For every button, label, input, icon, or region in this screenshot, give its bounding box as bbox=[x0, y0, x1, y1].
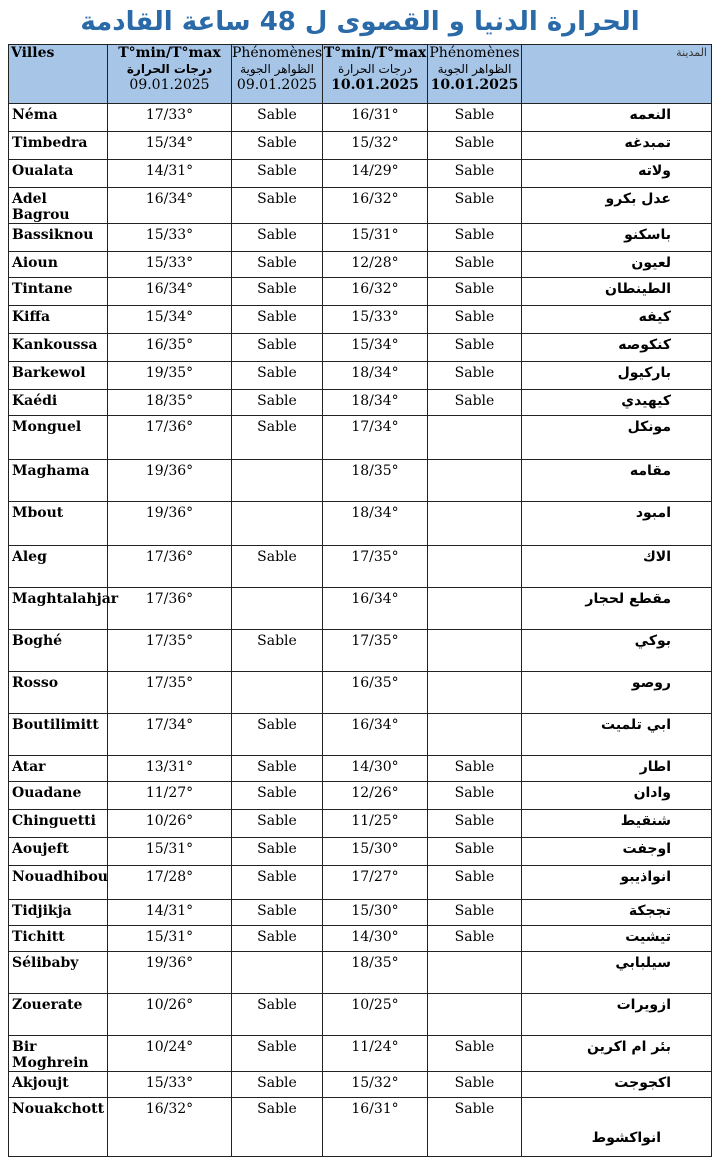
temp-day1-cell: 14/31° bbox=[108, 160, 232, 188]
table-row bbox=[9, 278, 712, 306]
city-name-cell: Maghama bbox=[9, 460, 108, 502]
phenomenon-day1-cell: Sable bbox=[232, 1098, 323, 1157]
city-name-cell: Kaédi bbox=[9, 390, 108, 416]
phenomenon-day1-cell: Sable bbox=[232, 926, 323, 952]
city-name-cell: Bir Moghrein bbox=[9, 1036, 108, 1072]
phenomenon-day1-cell: Sable bbox=[232, 362, 323, 390]
phenomenon-day2-cell: Sable bbox=[428, 334, 522, 362]
table-row bbox=[9, 810, 712, 838]
temp-day1-cell: 17/35° bbox=[108, 672, 232, 714]
city-name-ar-cell: اكجوجت bbox=[522, 1072, 712, 1098]
phenomenon-day1-cell: Sable bbox=[232, 104, 323, 132]
forecast-table bbox=[8, 44, 712, 1157]
table-row bbox=[9, 362, 712, 390]
temp-day1-cell: 18/35° bbox=[108, 390, 232, 416]
phenomenon-day2-cell: Sable bbox=[428, 188, 522, 224]
temp-day1-cell: 14/31° bbox=[108, 900, 232, 926]
phenomenon-day1-cell bbox=[232, 588, 323, 630]
table-row bbox=[9, 838, 712, 866]
header-phen-day2-fr: Phénomènes bbox=[429, 45, 520, 61]
phenomenon-day2-cell: Sable bbox=[428, 278, 522, 306]
temp-day1-cell: 19/36° bbox=[108, 502, 232, 546]
temp-day2-cell: 16/34° bbox=[323, 588, 428, 630]
temp-day2-cell: 18/35° bbox=[323, 460, 428, 502]
temp-day2-cell: 16/35° bbox=[323, 672, 428, 714]
phenomenon-day1-cell: Sable bbox=[232, 994, 323, 1036]
city-name-cell: Aioun bbox=[9, 252, 108, 278]
phenomenon-day2-cell: Sable bbox=[428, 782, 522, 810]
table-row bbox=[9, 672, 712, 714]
city-name-cell: Mbout bbox=[9, 502, 108, 546]
phenomenon-day2-cell bbox=[428, 994, 522, 1036]
city-name-cell: Néma bbox=[9, 104, 108, 132]
phenomenon-day1-cell: Sable bbox=[232, 782, 323, 810]
city-name-cell: Tidjikja bbox=[9, 900, 108, 926]
phenomenon-day1-cell: Sable bbox=[232, 714, 323, 756]
phenomenon-day2-cell bbox=[428, 714, 522, 756]
city-name-ar-cell: لعيون bbox=[522, 252, 712, 278]
header-temp-day2-date: 10.01.2025 bbox=[331, 77, 419, 93]
phenomenon-day1-cell: Sable bbox=[232, 810, 323, 838]
phenomenon-day2-cell: Sable bbox=[428, 132, 522, 160]
phenomenon-day1-cell: Sable bbox=[232, 390, 323, 416]
city-name-ar-cell: مونكل bbox=[522, 416, 712, 460]
city-name-cell: Atar bbox=[9, 756, 108, 782]
header-temp-day2 bbox=[323, 45, 428, 104]
phenomenon-day2-cell: Sable bbox=[428, 1072, 522, 1098]
page-title: الحرارة الدنيا و القصوى ل 48 ساعة القادمة bbox=[80, 7, 640, 37]
header-phen-day1-date: 09.01.2025 bbox=[236, 77, 318, 93]
table-row bbox=[9, 756, 712, 782]
table-row bbox=[9, 900, 712, 926]
temp-day1-cell: 15/33° bbox=[108, 1072, 232, 1098]
phenomenon-day1-cell: Sable bbox=[232, 188, 323, 224]
phenomenon-day1-cell: Sable bbox=[232, 224, 323, 252]
temp-day2-cell: 16/32° bbox=[323, 188, 428, 224]
city-name-cell: Aleg bbox=[9, 546, 108, 588]
city-name-cell: Aoujeft bbox=[9, 838, 108, 866]
table-row bbox=[9, 1072, 712, 1098]
city-name-ar-cell: بوكي bbox=[522, 630, 712, 672]
temp-day1-cell: 11/27° bbox=[108, 782, 232, 810]
header-phen-day2-date: 10.01.2025 bbox=[430, 77, 519, 93]
city-name-cell: Tintane bbox=[9, 278, 108, 306]
phenomenon-day1-cell: Sable bbox=[232, 334, 323, 362]
table-row bbox=[9, 502, 712, 546]
phenomenon-day2-cell: Sable bbox=[428, 838, 522, 866]
phenomenon-day1-cell: Sable bbox=[232, 306, 323, 334]
phenomenon-day2-cell: Sable bbox=[428, 900, 522, 926]
table-row bbox=[9, 1098, 712, 1157]
table-row bbox=[9, 104, 712, 132]
temp-day2-cell: 11/24° bbox=[323, 1036, 428, 1072]
temp-day2-cell: 16/31° bbox=[323, 1098, 428, 1157]
table-row bbox=[9, 188, 712, 224]
table-row bbox=[9, 630, 712, 672]
table-row bbox=[9, 460, 712, 502]
header-villes: Villes bbox=[9, 45, 108, 104]
temp-day1-cell: 19/36° bbox=[108, 952, 232, 994]
city-name-ar-cell: كنكوصه bbox=[522, 334, 712, 362]
temp-day1-cell: 19/35° bbox=[108, 362, 232, 390]
city-name-ar-cell: اوجفت bbox=[522, 838, 712, 866]
temp-day1-cell: 10/24° bbox=[108, 1036, 232, 1072]
phenomenon-day2-cell: Sable bbox=[428, 810, 522, 838]
temp-day1-cell: 15/31° bbox=[108, 926, 232, 952]
temp-day2-cell: 17/35° bbox=[323, 630, 428, 672]
city-name-ar-cell: ولاته bbox=[522, 160, 712, 188]
city-name-cell: Chinguetti bbox=[9, 810, 108, 838]
phenomenon-day1-cell: Sable bbox=[232, 756, 323, 782]
city-name-cell: Zouerate bbox=[9, 994, 108, 1036]
city-name-cell: Ouadane bbox=[9, 782, 108, 810]
phenomenon-day2-cell bbox=[428, 672, 522, 714]
city-name-ar-cell: وادان bbox=[522, 782, 712, 810]
temp-day1-cell: 17/36° bbox=[108, 416, 232, 460]
header-temp-day1-date: 09.01.2025 bbox=[129, 77, 210, 93]
phenomenon-day2-cell bbox=[428, 460, 522, 502]
phenomenon-day1-cell: Sable bbox=[232, 1072, 323, 1098]
temp-day2-cell: 14/30° bbox=[323, 926, 428, 952]
header-temp-day2-fr: T°min/T°max bbox=[323, 45, 427, 61]
city-name-ar-cell: تيشيت bbox=[522, 926, 712, 952]
header-temp-day1-ar: درجات الحرارة bbox=[126, 62, 213, 76]
city-name-ar-cell: مقامه bbox=[522, 460, 712, 502]
phenomenon-day2-cell: Sable bbox=[428, 866, 522, 900]
phenomenon-day2-cell bbox=[428, 630, 522, 672]
temp-day1-cell: 16/34° bbox=[108, 188, 232, 224]
city-name-ar-cell: ازويرات bbox=[522, 994, 712, 1036]
phenomenon-day2-cell: Sable bbox=[428, 306, 522, 334]
city-name-ar-cell: النعمه bbox=[522, 104, 712, 132]
table-row bbox=[9, 160, 712, 188]
temp-day2-cell: 15/31° bbox=[323, 224, 428, 252]
temp-day1-cell: 15/34° bbox=[108, 306, 232, 334]
phenomenon-day1-cell: Sable bbox=[232, 866, 323, 900]
city-name-cell: Rosso bbox=[9, 672, 108, 714]
temp-day2-cell: 18/35° bbox=[323, 952, 428, 994]
temp-day2-cell: 15/32° bbox=[323, 132, 428, 160]
header-phen-day1 bbox=[232, 45, 323, 104]
temp-day2-cell: 15/33° bbox=[323, 306, 428, 334]
phenomenon-day1-cell: Sable bbox=[232, 132, 323, 160]
city-name-cell: Sélibaby bbox=[9, 952, 108, 994]
temp-day2-cell: 14/30° bbox=[323, 756, 428, 782]
temp-day2-cell: 11/25° bbox=[323, 810, 428, 838]
phenomenon-day1-cell: Sable bbox=[232, 160, 323, 188]
table-row bbox=[9, 390, 712, 416]
temp-day1-cell: 17/33° bbox=[108, 104, 232, 132]
temp-day1-cell: 10/26° bbox=[108, 810, 232, 838]
temp-day2-cell: 10/25° bbox=[323, 994, 428, 1036]
temp-day2-cell: 17/34° bbox=[323, 416, 428, 460]
header-city-ar: المدينة bbox=[522, 45, 712, 104]
table-row bbox=[9, 866, 712, 900]
table-row bbox=[9, 306, 712, 334]
temp-day2-cell: 15/32° bbox=[323, 1072, 428, 1098]
temp-day2-cell: 17/27° bbox=[323, 866, 428, 900]
phenomenon-day1-cell: Sable bbox=[232, 546, 323, 588]
city-name-ar-cell: اطار bbox=[522, 756, 712, 782]
city-name-cell: Akjoujt bbox=[9, 1072, 108, 1098]
table-row bbox=[9, 416, 712, 460]
city-name-cell: Boghé bbox=[9, 630, 108, 672]
city-name-cell: Nouakchott bbox=[9, 1098, 108, 1157]
phenomenon-day1-cell bbox=[232, 502, 323, 546]
temp-day1-cell: 17/36° bbox=[108, 546, 232, 588]
temp-day2-cell: 15/30° bbox=[323, 838, 428, 866]
temp-day2-cell: 17/35° bbox=[323, 546, 428, 588]
phenomenon-day2-cell: Sable bbox=[428, 104, 522, 132]
temp-day2-cell: 15/34° bbox=[323, 334, 428, 362]
city-name-ar-cell: الطينطان bbox=[522, 278, 712, 306]
temp-day1-cell: 10/26° bbox=[108, 994, 232, 1036]
temp-day1-cell: 13/31° bbox=[108, 756, 232, 782]
header-phen-day2-ar: الظواهر الجوية bbox=[437, 62, 512, 76]
header-phen-day2 bbox=[428, 45, 522, 104]
city-name-cell: Oualata bbox=[9, 160, 108, 188]
temp-day1-cell: 15/33° bbox=[108, 224, 232, 252]
temp-day2-cell: 16/34° bbox=[323, 714, 428, 756]
city-name-cell: Monguel bbox=[9, 416, 108, 460]
phenomenon-day2-cell: Sable bbox=[428, 160, 522, 188]
temp-day2-cell: 12/28° bbox=[323, 252, 428, 278]
city-name-ar-cell: تمبدغه bbox=[522, 132, 712, 160]
phenomenon-day2-cell: Sable bbox=[428, 390, 522, 416]
temp-day2-cell: 18/34° bbox=[323, 390, 428, 416]
city-name-cell: Tichitt bbox=[9, 926, 108, 952]
city-name-ar-cell: مقطع لحجار bbox=[522, 588, 712, 630]
table-row bbox=[9, 252, 712, 278]
temp-day1-cell: 15/31° bbox=[108, 838, 232, 866]
city-name-ar-cell: انواكشوط bbox=[522, 1098, 712, 1157]
temp-day1-cell: 16/32° bbox=[108, 1098, 232, 1157]
city-name-ar-cell: بئر ام اكرين bbox=[522, 1036, 712, 1072]
temp-day2-cell: 18/34° bbox=[323, 502, 428, 546]
phenomenon-day1-cell: Sable bbox=[232, 278, 323, 306]
temp-day2-cell: 18/34° bbox=[323, 362, 428, 390]
city-name-ar-cell: ابي تلميت bbox=[522, 714, 712, 756]
table-row bbox=[9, 1036, 712, 1072]
city-name-cell: Timbedra bbox=[9, 132, 108, 160]
city-name-cell: Nouadhibou bbox=[9, 866, 108, 900]
temp-day1-cell: 17/36° bbox=[108, 588, 232, 630]
phenomenon-day1-cell: Sable bbox=[232, 630, 323, 672]
phenomenon-day2-cell bbox=[428, 416, 522, 460]
temp-day2-cell: 16/32° bbox=[323, 278, 428, 306]
city-name-cell: Boutilimitt bbox=[9, 714, 108, 756]
temp-day1-cell: 19/36° bbox=[108, 460, 232, 502]
phenomenon-day2-cell: Sable bbox=[428, 1098, 522, 1157]
city-name-ar-cell: كيفه bbox=[522, 306, 712, 334]
table-row bbox=[9, 714, 712, 756]
city-name-ar-cell: الاك bbox=[522, 546, 712, 588]
city-name-ar-cell: شنقيط bbox=[522, 810, 712, 838]
table-row bbox=[9, 926, 712, 952]
city-name-ar-cell: تججكة bbox=[522, 900, 712, 926]
city-name-ar-cell: عدل بكرو bbox=[522, 188, 712, 224]
phenomenon-day2-cell: Sable bbox=[428, 224, 522, 252]
city-name-cell: Barkewol bbox=[9, 362, 108, 390]
city-name-ar-cell: امبود bbox=[522, 502, 712, 546]
phenomenon-day2-cell bbox=[428, 502, 522, 546]
phenomenon-day1-cell: Sable bbox=[232, 838, 323, 866]
table-row bbox=[9, 132, 712, 160]
header-temp-day2-ar: درجات الحرارة bbox=[337, 62, 413, 76]
city-name-ar-cell: باسكنو bbox=[522, 224, 712, 252]
header-temp-day1-fr: T°min/T°max bbox=[118, 45, 221, 61]
phenomenon-day2-cell bbox=[428, 546, 522, 588]
city-name-cell: Kiffa bbox=[9, 306, 108, 334]
temp-day2-cell: 12/26° bbox=[323, 782, 428, 810]
temp-day2-cell: 14/29° bbox=[323, 160, 428, 188]
table-row bbox=[9, 952, 712, 994]
city-name-cell: Adel Bagrou bbox=[9, 188, 108, 224]
header-temp-day1 bbox=[108, 45, 232, 104]
phenomenon-day2-cell: Sable bbox=[428, 756, 522, 782]
table-row bbox=[9, 224, 712, 252]
table-header-row bbox=[9, 45, 712, 104]
table-row bbox=[9, 782, 712, 810]
phenomenon-day1-cell: Sable bbox=[232, 900, 323, 926]
phenomenon-day1-cell: Sable bbox=[232, 1036, 323, 1072]
temp-day1-cell: 17/34° bbox=[108, 714, 232, 756]
phenomenon-day2-cell bbox=[428, 952, 522, 994]
city-name-cell: Maghtalahjar bbox=[9, 588, 108, 630]
phenomenon-day1-cell bbox=[232, 460, 323, 502]
table-row bbox=[9, 334, 712, 362]
city-name-ar-cell: انواذيبو bbox=[522, 866, 712, 900]
temp-day1-cell: 15/33° bbox=[108, 252, 232, 278]
phenomenon-day2-cell bbox=[428, 588, 522, 630]
temp-day2-cell: 16/31° bbox=[323, 104, 428, 132]
temp-day1-cell: 15/34° bbox=[108, 132, 232, 160]
table-row bbox=[9, 546, 712, 588]
table-row bbox=[9, 994, 712, 1036]
city-name-ar-cell: سيلبابي bbox=[522, 952, 712, 994]
city-name-cell: Kankoussa bbox=[9, 334, 108, 362]
temp-day1-cell: 17/35° bbox=[108, 630, 232, 672]
header-phen-day1-fr: Phénomènes bbox=[232, 45, 323, 61]
city-name-cell: Bassiknou bbox=[9, 224, 108, 252]
temp-day1-cell: 16/35° bbox=[108, 334, 232, 362]
phenomenon-day2-cell: Sable bbox=[428, 362, 522, 390]
phenomenon-day1-cell bbox=[232, 952, 323, 994]
phenomenon-day2-cell: Sable bbox=[428, 1036, 522, 1072]
temp-day1-cell: 16/34° bbox=[108, 278, 232, 306]
header-phen-day1-ar: الظواهر الجوية bbox=[240, 62, 314, 76]
phenomenon-day2-cell: Sable bbox=[428, 252, 522, 278]
city-name-ar-cell: روصو bbox=[522, 672, 712, 714]
temp-day1-cell: 17/28° bbox=[108, 866, 232, 900]
city-name-ar-cell: كيهيدي bbox=[522, 390, 712, 416]
table-row bbox=[9, 588, 712, 630]
phenomenon-day2-cell: Sable bbox=[428, 926, 522, 952]
temp-day2-cell: 15/30° bbox=[323, 900, 428, 926]
phenomenon-day1-cell: Sable bbox=[232, 252, 323, 278]
phenomenon-day1-cell: Sable bbox=[232, 416, 323, 460]
phenomenon-day1-cell bbox=[232, 672, 323, 714]
city-name-ar-cell: باركيول bbox=[522, 362, 712, 390]
